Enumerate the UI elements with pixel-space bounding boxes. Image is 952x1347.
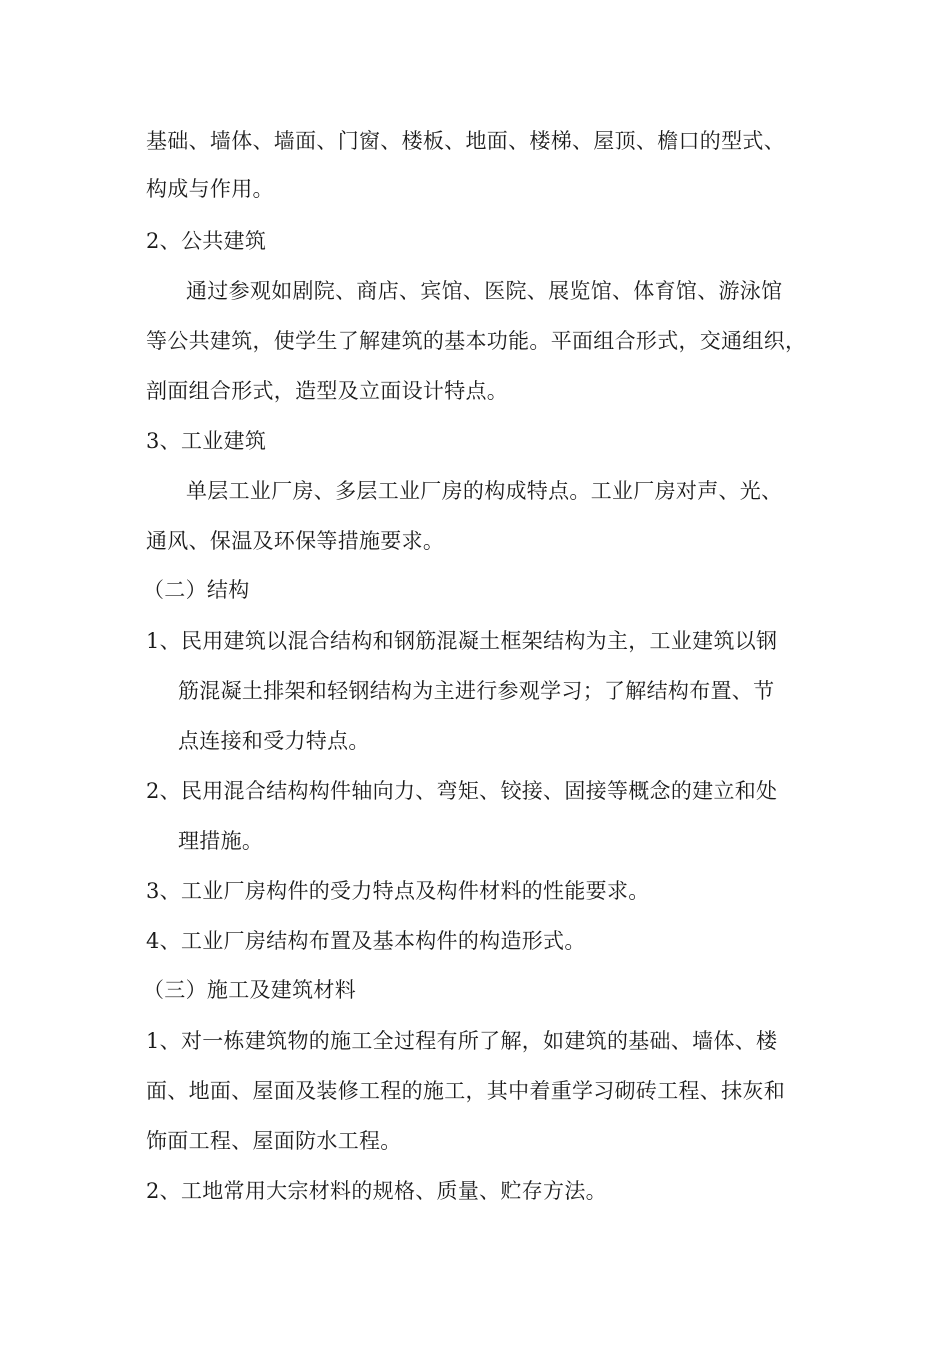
paragraph-line: 通风、保温及环保等措施要求。	[146, 529, 445, 553]
section-heading: 3、工业建筑	[146, 429, 267, 453]
list-item-line: 筋混凝土排架和轻钢结构为主进行参观学习；了解结构布置、节	[178, 679, 775, 703]
paragraph-line: 等公共建筑，使学生了解建筑的基本功能。平面组合形式，交通组织，	[146, 329, 807, 353]
list-item-line: 1、民用建筑以混合结构和钢筋混凝土框架结构为主，工业建筑以钢	[146, 629, 778, 653]
paragraph-line: 面、地面、屋面及装修工程的施工，其中着重学习砌砖工程、抹灰和	[146, 1079, 785, 1103]
paragraph-line: 饰面工程、屋面防水工程。	[146, 1129, 402, 1153]
section-heading: 2、公共建筑	[146, 229, 267, 253]
list-item-line: 理措施。	[178, 829, 264, 853]
list-item-line: 点连接和受力特点。	[178, 729, 370, 753]
paragraph-line: 单层工业厂房、多层工业厂房的构成特点。工业厂房对声、光、	[186, 479, 783, 503]
list-item-line: 1、对一栋建筑物的施工全过程有所了解，如建筑的基础、墙体、楼	[146, 1029, 778, 1053]
section-heading: （二）结构	[143, 578, 250, 602]
paragraph-line: 通过参观如剧院、商店、宾馆、医院、展览馆、体育馆、游泳馆	[186, 279, 783, 303]
list-item-line: 2、工地常用大宗材料的规格、质量、贮存方法。	[146, 1179, 607, 1203]
paragraph-line: 构成与作用。	[146, 177, 274, 201]
list-item-line: 2、民用混合结构构件轴向力、弯矩、铰接、固接等概念的建立和处	[146, 779, 778, 803]
section-heading: （三）施工及建筑材料	[143, 978, 356, 1002]
paragraph-line: 基础、墙体、墙面、门窗、楼板、地面、楼梯、屋顶、檐口的型式、	[146, 129, 785, 153]
list-item-line: 3、工业厂房构件的受力特点及构件材料的性能要求。	[146, 879, 650, 903]
paragraph-line: 剖面组合形式，造型及立面设计特点。	[146, 379, 509, 403]
list-item-line: 4、工业厂房结构布置及基本构件的构造形式。	[146, 929, 586, 953]
